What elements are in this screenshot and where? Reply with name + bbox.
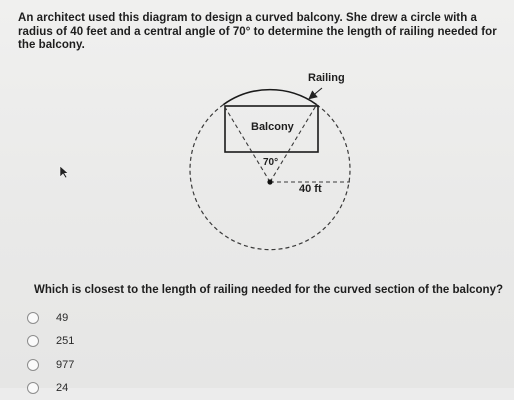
- radius-line-left: [223, 105, 270, 182]
- angle-label: 70°: [263, 157, 278, 168]
- problem-statement: An architect used this diagram to design a curved balcony. She drew a circle with a radius of 40 feet and a central angle of 70° to determine the length of railing needed for the balcony.: [18, 12, 508, 53]
- radio-button[interactable]: [27, 382, 39, 394]
- answer-option-label: 49: [56, 312, 68, 324]
- radio-button[interactable]: [27, 312, 39, 324]
- answer-option-label: 251: [56, 335, 74, 347]
- answer-options: [27, 306, 227, 400]
- answer-option-49[interactable]: [27, 306, 227, 330]
- radio-button[interactable]: [27, 335, 39, 347]
- railing-arrow: [310, 88, 322, 98]
- radius-line-right: [270, 105, 317, 182]
- answer-option-label: 24: [56, 382, 68, 394]
- balcony-label: Balcony: [251, 121, 295, 133]
- answer-option-24[interactable]: [27, 377, 227, 400]
- radius-label: 40 ft: [299, 183, 322, 195]
- balcony-diagram: [180, 58, 380, 273]
- mouse-pointer-icon: [59, 165, 69, 179]
- railing-label: Railing: [308, 72, 345, 84]
- question-text: Which is closest to the length of railing needed for the curved section of the balcony?: [34, 284, 512, 296]
- answer-option-251[interactable]: [27, 330, 227, 354]
- center-point: [267, 179, 272, 184]
- answer-option-977[interactable]: [27, 353, 227, 377]
- radio-button[interactable]: [27, 359, 39, 371]
- railing-arc: [223, 90, 316, 105]
- answer-option-label: 977: [56, 359, 74, 371]
